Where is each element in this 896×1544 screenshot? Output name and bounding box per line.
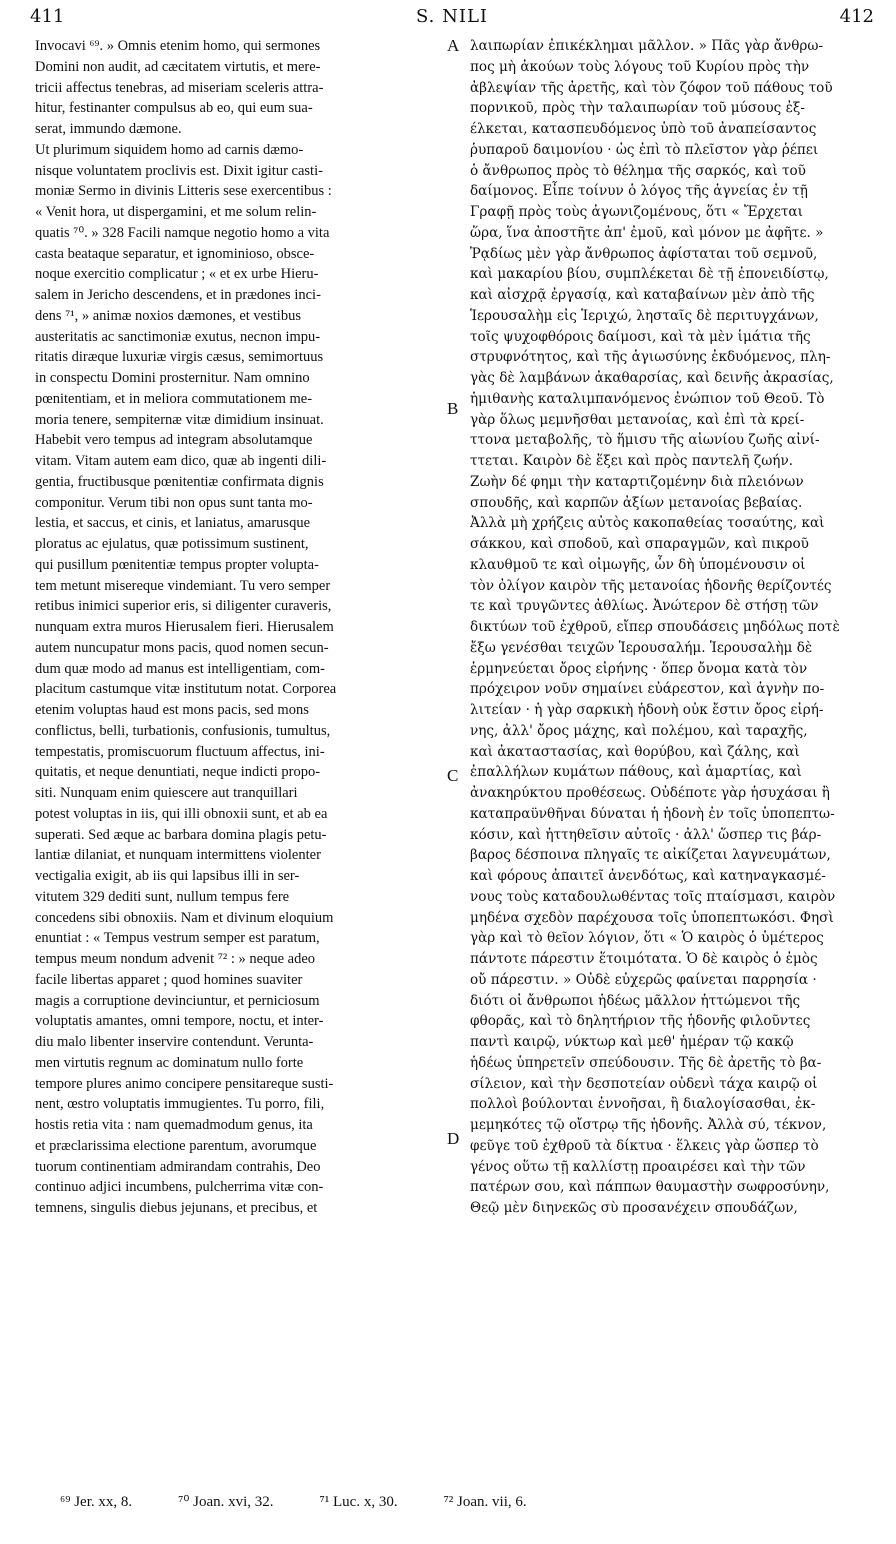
greek-text-line: πορνικοῦ, πρὸς τὴν ταλαιπωρίαν τοῦ μύσους ἐξ- xyxy=(470,100,805,117)
latin-text-line: Domini non audit, ad cæcitatem virtutis, et mere- xyxy=(35,58,321,75)
latin-text-line: ploratus ac ejulatus, quæ potissimum sustinent, xyxy=(35,536,309,552)
greek-text-line: κόσιν, καὶ ἡττηθεῖσιν αὐτοῖς · ἀλλ' ὥσπερ τις βάρ- xyxy=(470,826,822,843)
greek-text-line: ττεται. Καιρὸν δὲ ἕξει καὶ πρὸς παντελῆ ζωήν. xyxy=(470,453,794,469)
greek-text-line: ἐπαλλήλων κυμάτων πάθους, καὶ ἁμαρτίας, καὶ xyxy=(470,764,802,781)
latin-text-line: tempore plures animo concipere pensitareque susti- xyxy=(35,1075,334,1092)
latin-text-line: retibus inimici superior eris, si diligenter curaveris, xyxy=(35,598,332,615)
margin-marker-a: A xyxy=(447,36,460,55)
latin-text-line: in conspectu Domini prosternitur. Nam omnino xyxy=(35,370,310,386)
latin-text-line: Invocavi ⁶⁹. » Omnis etenim homo, qui sermones xyxy=(35,38,321,54)
latin-text-line: tempus meum nondum advenit ⁷² : » neque adeo xyxy=(35,951,316,967)
greek-text-line: καὶ ἀκαταστασίας, καὶ θορύβου, καὶ ζάλης, καὶ xyxy=(470,743,800,760)
latin-text-line: ritatis diræque luxuriæ virgis cæsus, semimortuus xyxy=(35,349,324,366)
latin-text-line: noque exercitio complicatur ; « et ex urbe Hieru- xyxy=(35,266,319,283)
latin-text-line: quitatis, et neque denuntiati, neque indicti propo- xyxy=(35,764,321,781)
greek-column xyxy=(470,36,880,1219)
footnotes xyxy=(60,1492,876,1511)
greek-text-line: καταπραϋνθῆναι δύναται ἡ ἡδονὴ ἐν τοῖς ὑποπεπτω- xyxy=(470,805,835,822)
latin-text-line: vitam. Vitam autem eam dico, quæ ab ingenti dili- xyxy=(35,453,327,469)
greek-text-line: μεμηκότες τῷ οἴστρῳ τῆς ἡδονῆς. Ἀλλὰ σύ, τέκνον, xyxy=(470,1117,827,1133)
latin-text-line: moniæ Sermo in divinis Litteris sese exercentibus : xyxy=(35,183,332,200)
latin-text-line: continuo adjici incumbens, pulcherrima vitæ con- xyxy=(35,1179,324,1196)
greek-text-line: τὸν ὀλίγον καιρὸν τῆς μετανοίας ἡδονῆς θερίζοντές xyxy=(470,577,832,594)
latin-text-line: serat, immundo dæmone. xyxy=(35,121,182,137)
latin-text-line: tem metunt misereque vindemiant. Tu vero semper xyxy=(35,577,331,594)
latin-text-line: autem nuncupatur mons pacis, quod nomen secun- xyxy=(35,639,329,656)
latin-text-line: temnens, singulis diebus jejunans, et precibus, et xyxy=(35,1200,318,1216)
greek-text-line: πατέρων σου, καὶ πάππων θαυμαστὴν σωφροσύνην, xyxy=(470,1179,830,1196)
latin-text-line: nent, œstro voluptatis immugientes. Tu porro, fili, xyxy=(35,1096,325,1113)
greek-text-line: βαρος δέσποινα πληγαῖς τε αἰκίζεται λαγνευμάτων, xyxy=(470,847,831,864)
greek-text-line: σίλειον, καὶ τὴν δεσποτείαν οὐδενὶ τάχα καιρῷ οἱ xyxy=(470,1075,818,1092)
greek-text-line: ἀνακηρύκτου προθέσεως. Οὐδέποτε γὰρ ἡσυχάσαι ἢ xyxy=(470,785,830,801)
greek-text-line: Ῥᾳδίως μὲν γὰρ ἄνθρωπος ἀφίσταται τοῦ σεμνοῦ, xyxy=(470,245,818,262)
right-page-number: 412 xyxy=(839,6,874,27)
greek-text-line: δικτύων τοῦ ἐχθροῦ, εἴπερ σπουδάσεις μηδόλως ποτὲ xyxy=(470,619,840,635)
latin-text-line: enuntiat : « Tempus vestrum semper est paratum, xyxy=(35,930,320,947)
greek-text-line: ἡδέως ὑπηρετεῖν σπεύδουσιν. Τῆς δὲ ἀρετῆς τὸ βα- xyxy=(470,1054,822,1071)
latin-text-line: vectigalia exigit, ab iis qui lapsibus illi in ser- xyxy=(35,868,300,884)
greek-text-line: πολλοὶ βούλονται ἐννοῆσαι, ἢ διαλογίσασθαι, ἐκ- xyxy=(470,1096,816,1113)
latin-text-line: placitum castumque vitæ institutum notat. Corporea xyxy=(35,681,337,698)
greek-text-line: σπουδῆς, καὶ καρπῶν ἀξίων μετανοίας βεβαίας. xyxy=(470,494,803,511)
greek-text-line: νης, ἀλλ' ὄρος μάχης, καὶ πολέμου, καὶ ταραχῆς, xyxy=(470,722,808,739)
greek-text-line: ττονα μεταβολῆς, τὸ ἥμισυ τῆς αἰωνίου ζωῆς αἰνί- xyxy=(470,432,820,449)
latin-text-line: qui pusillum pœnitentiæ tempus propter volupta- xyxy=(35,556,319,573)
latin-text-line: casta beataque separatur, et ignominioso, obsce- xyxy=(35,245,315,262)
latin-text-line: diu malo libenter inservire contendunt. Veruntа- xyxy=(35,1034,314,1050)
latin-text-line: etenim voluptas haud est mons pacis, sed mons xyxy=(35,702,309,718)
greek-text-line: Θεῷ μὲν διηνεκῶς σὺ προσανέχειν σπουδάζων, xyxy=(470,1200,798,1216)
latin-text-line: tempestatis, promiscuorum fluctuum affectus, ini- xyxy=(35,743,325,760)
latin-text-line: voluptatis amantes, omni tempore, noctu, et inter- xyxy=(35,1013,324,1030)
greek-text-line: λαιπωρίαν ἐπικέκλημαι μᾶλλον. » Πᾶς γὰρ ἄνθρω- xyxy=(470,38,824,54)
greek-text-line: Ἀλλὰ μὴ χρήζεις αὐτὸς κακοπαθείας τοσαύτης, καὶ xyxy=(470,515,825,532)
latin-text-line: Habebit vero tempus ad integram absolutamque xyxy=(35,432,313,449)
latin-text-line: siti. Nunquam enim quiescere aut tranquillari xyxy=(35,785,298,801)
latin-text-line: tricii affectus tenebras, ad miseriam sceleris attra- xyxy=(35,79,324,96)
running-title: S. NILI xyxy=(415,6,489,27)
greek-text-line: γένος οὕτω τῇ καλλίστῃ προαιρέσει καὶ τὴν τῶν xyxy=(470,1158,806,1175)
footnote: ⁷⁰ Joan. xvi, 32. xyxy=(178,1494,274,1510)
margin-marker-b: B xyxy=(447,399,459,418)
latin-text-line: conflictus, belli, turbationis, confusionis, tumultus, xyxy=(35,722,331,739)
left-page-number: 411 xyxy=(30,6,65,27)
footnote: ⁶⁹ Jer. xx, 8. xyxy=(60,1494,133,1510)
latin-text-line: pœnitentiam, et in meliora commutationem me- xyxy=(35,390,313,407)
greek-text-line: γὰρ καὶ τὸ θεῖον λόγιον, ὅτι « Ὁ καιρὸς ὁ ὑμέτερος xyxy=(470,930,824,947)
latin-text-line: gentia, fructibusque pœnitentiæ confirmata dignis xyxy=(35,473,324,490)
greek-text-line: ἔξω γενέσθαι τειχῶν Ἱερουσαλήμ. Ἱερουσαλὴμ δὲ xyxy=(470,639,813,656)
latin-text-line: nisque voluntatem proclivis est. Dixit igitur casti- xyxy=(35,162,323,179)
margin-marker-d: D xyxy=(447,1129,460,1148)
greek-text-line: καὶ αἰσχρᾷ ἐργασίᾳ, καὶ καταβαίνων μὲν ἀπὸ τῆς xyxy=(470,287,815,303)
latin-text-line: moria tenere, sempiternæ vitæ dimidium insinuat. xyxy=(35,411,324,428)
greek-text-line: γὰς δὲ λαμβάνων ἀκαθαρσίας, καὶ δεινῆς ἀκρασίας, xyxy=(470,370,834,386)
footnote: ⁷¹ Luc. x, 30. xyxy=(319,1494,398,1510)
greek-text-line: πάντοτε πάρεστιν ἕτοιμότατα. Ὁ δὲ καιρὸς ὁ ἐμὸς xyxy=(470,951,818,967)
greek-text-line: καὶ μακαρίου βίου, συμπλέκεται δὲ τῇ ἐπονειδίστῳ, xyxy=(470,266,829,283)
latin-text-line: nunquam extra muros Hierusalem fieri. Hierusalem xyxy=(35,619,334,635)
greek-text-line: ἀβλεψίαν τῆς ἀρετῆς, καὶ τὸν ζόφον τοῦ πάθους τοῦ xyxy=(470,79,833,96)
greek-text-line: ῥυπαροῦ δαιμονίου · ὡς ἐπὶ τὸ πλεῖστον γὰρ ῥέπει xyxy=(470,141,819,158)
greek-text-line: φθορᾶς, καὶ τὸ δηλητήριον τῆς ἡδονῆς φιλοῦντες xyxy=(470,1013,811,1030)
latin-text-line: men virtutis regnum ac dominatum nullo forte xyxy=(35,1054,304,1071)
greek-text-line: Γραφῇ πρὸς τοὺς ἀγωνιζομένους, ὅτι « Ἔρχεται xyxy=(470,204,803,220)
greek-text-line: πος μὴ ἀκούων τοὺς λόγους τοῦ Κυρίου πρὸς τὴν xyxy=(470,58,810,75)
latin-text-line: dens ⁷¹, » animæ noxios dæmones, et vestibus xyxy=(35,307,301,324)
latin-text-line: quatis ⁷⁰. » 328 Facili namque negotio homo a vita xyxy=(35,224,330,241)
greek-text-line: στρυφνότητος, καὶ τῆς ἁγιωσύνης ἐκδυόμενος, πλη- xyxy=(470,349,831,366)
greek-text-line: μηδένα σχεδὸν παρέχουσα τοῖς ὑποπεπτωκόσι. Φησὶ xyxy=(470,909,834,926)
latin-text-line: magis a corruptione devinciuntur, et perniciosum xyxy=(35,992,320,1009)
greek-text-line: πρόχειρον νοῦν σημαίνει εὐάρεστον, καὶ ἁγνὴν πο- xyxy=(470,681,825,698)
latin-text-line: vitutem 329 dediti sunt, nullum tempus fere xyxy=(35,888,290,905)
greek-text-line: καὶ φόρους ἀπαιτεῖ ἀνενδότως, καὶ κατηναγκασμέ- xyxy=(470,868,826,884)
greek-text-line: διότι οἱ ἄνθρωποι ἡδέως μᾶλλον ἡττώμενοι τῆς xyxy=(470,992,801,1009)
greek-text-line: νους τοὺς καταδουλωθέντας τοῖς πταίσμασι, καιρὸν xyxy=(470,888,836,905)
footnote: ⁷² Joan. vii, 6. xyxy=(443,1494,527,1510)
greek-text-line: παντὶ καιρῷ, νύκτωρ καὶ μεθ' ἡμέραν τῷ κακῷ xyxy=(470,1034,794,1050)
latin-column xyxy=(35,36,445,1219)
latin-text-line: concedens sibi obnoxiis. Nam et divinum eloquium xyxy=(35,909,334,926)
margin-marker-c: C xyxy=(447,766,459,785)
greek-text-line: τοῖς ψυχοφθόροις δαίμοσι, καὶ τὰ μὲν ἱμάτια τῆς xyxy=(470,328,811,345)
greek-text-line: σάκκου, καὶ σποδοῦ, καὶ σπαραγμῶν, καὶ πικροῦ xyxy=(470,536,809,552)
greek-text-line: κλαυθμοῦ τε καὶ οἰμωγῆς, ὧν δὴ ὑπομένουσιν οἱ xyxy=(470,556,806,573)
greek-text-line: γὰρ ὅλως μεμνῆσθαι μετανοίας, καὶ ἐπὶ τὰ κρεί- xyxy=(470,411,805,428)
latin-text-line: facile libertas apparet ; quod homines suaviter xyxy=(35,971,303,988)
latin-text-line: superati. Sed æque ac barbara domina plagis petu- xyxy=(35,826,327,843)
page-header xyxy=(30,4,874,32)
greek-text-line: Ἱερουσαλὴμ εἰς Ἱεριχώ, λησταῖς δὲ περιτυγχάνων, xyxy=(470,307,819,324)
greek-text-line: οὔ πάρεστιν. » Οὐδὲ εὐχερῶς φαίνεται παρρησία · xyxy=(470,971,817,988)
latin-text-line: salem in Jericho descendens, et in prædones inci- xyxy=(35,287,321,303)
latin-text-line: lantiæ dilaniat, et nunquam intermittens violenter xyxy=(35,847,321,864)
latin-text-line: componitur. Verum tibi non opus sunt tanta mo- xyxy=(35,494,313,511)
latin-text-line: et præclarissima electione parentum, avorumque xyxy=(35,1137,317,1154)
greek-text-line: λιτείαν · ἡ γὰρ σαρκικὴ ἡδονὴ οὐκ ἔστιν ὄρος εἰρή- xyxy=(470,702,824,718)
greek-text-line: ὁ ἄνθρωπος πρὸς τὸ θέλημα τῆς σαρκός, καὶ τοῦ xyxy=(470,162,806,179)
latin-text-line: lestia, et saccus, et cinis, et laniatus, amarusque xyxy=(35,515,311,532)
latin-text-line: austeritatis ac sanctimoniæ exutus, necnon impu- xyxy=(35,328,321,345)
latin-text-line: tuorum continentiam admirandam contrahis, Deo xyxy=(35,1158,321,1175)
greek-text-line: φεῦγε τοῦ ἐχθροῦ τὰ δίκτυα · ἕλκεις γὰρ ὥσπερ τὸ xyxy=(470,1137,819,1154)
greek-text-line: ἑρμηνεύεται ὄρος εἰρήνης · ὅπερ ὄνομα κατὰ τὸν xyxy=(470,660,808,677)
latin-text-line: dum quæ modo ad manus est intelligentiam, com- xyxy=(35,660,325,677)
greek-text-line: Ζωὴν δέ φημι τὴν καταρτιζομένην διὰ πλειόνων xyxy=(470,473,804,490)
latin-text-line: potest voluptas in iis, qui illi obnoxii sunt, et ab ea xyxy=(35,805,328,822)
greek-text-line: δαίμονος. Εἶπε τοίνυν ὁ λόγος τῆς ἁγνείας ἐν τῇ xyxy=(470,183,808,200)
latin-text-line: hitur, festinanter compulsus ab eo, qui eum sua- xyxy=(35,100,313,117)
greek-text-line: ἡμιθανὴς καταλιμπανόμενος ἐνώπιον τοῦ Θεοῦ. Τὸ xyxy=(470,390,825,407)
greek-text-line: ὥρα, ἵνα ἀποστῆτε ἀπ' ἐμοῦ, καὶ μόνον με ἀφῆτε. » xyxy=(470,224,824,241)
greek-text-line: έλκεται, κατασπευδόμενος ὑπὸ τοῦ ἀναπείσαντος xyxy=(470,121,817,137)
latin-text-line: hostis retia vita : nam quemadmodum genus, ita xyxy=(35,1117,313,1133)
latin-text-line: « Venit hora, ut dispergamini, et me solum relin- xyxy=(35,204,317,220)
greek-text-line: τε καὶ τρυγῶντες ἀθλίως. Ἀνώτερον δὲ στήσῃ τῶν xyxy=(470,598,819,615)
latin-text-line: Ut plurimum siquidem homo ad carnis dæmo- xyxy=(35,141,304,158)
